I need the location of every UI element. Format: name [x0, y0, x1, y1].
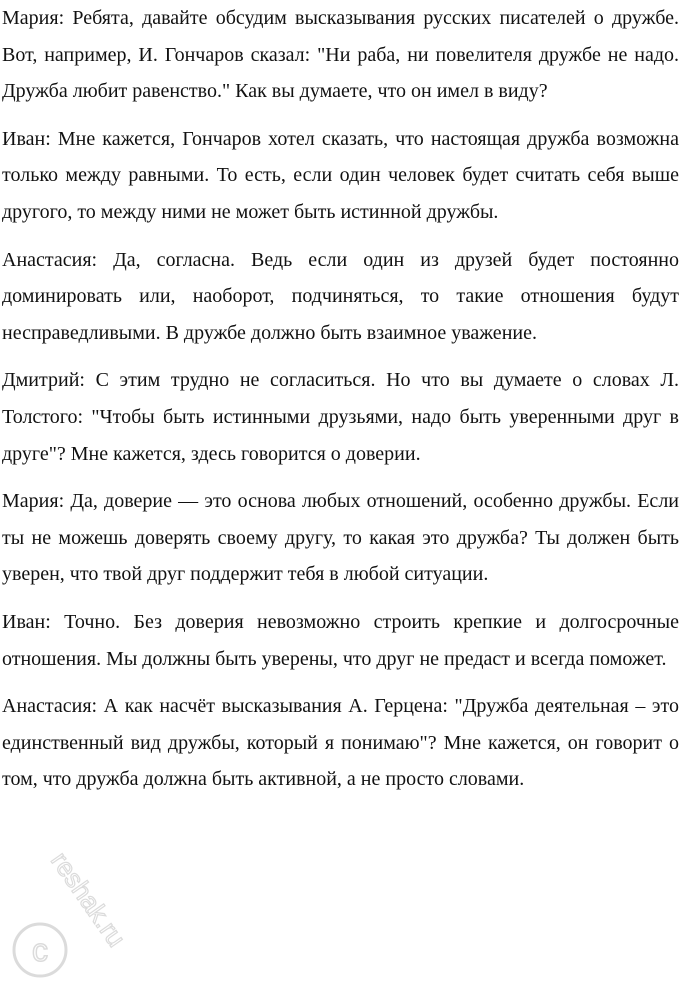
paragraph-ivan-2: Иван: Точно. Без доверия невозможно строить крепкие и долгосрочные отношения. Мы должны быть уверены, что друг не предаст и всегда поможет.	[2, 610, 679, 670]
paragraph-dmitry-1: Дмитрий: С этим трудно не согласиться. Но что вы думаете о словах Л. Толстого: "Чтобы быть истинными друзьями, надо быть уверенными друг в друге"? Мне кажется, здесь говорится о доверии.	[2, 369, 679, 465]
paragraph-ivan-1: Иван: Мне кажется, Гончаров хотел сказать, что настоящая дружба возможна только между равными. То есть, если один человек будет считать себя выше другого, то между ними не может быть истинной дружбы.	[2, 127, 679, 223]
paragraph-maria-2: Мария: Да, доверие — это основа любых отношений, особенно дружбы. Если ты не можешь доверять своему другу, то какая это дружба? Ты должен быть уверен, что твой друг поддержит тебя в любой ситуации.	[2, 490, 679, 586]
paragraph-anastasia-2: Анастасия: А как насчёт высказывания А. Герцена: "Дружба деятельная – это единственный вид дружбы, который я понимаю"? Мне кажется, он говорит о том, что дружба должна быть активной, а не просто словами.	[2, 695, 679, 791]
svg-text:reshak.ru: reshak.ru	[45, 846, 132, 953]
svg-text:c: c	[32, 932, 48, 968]
paragraph-anastasia-1: Анастасия: Да, согласна. Ведь если один из друзей будет постоянно доминировать или, наоборот, подчиняться, то такие отношения будут несправедливыми. В дружбе должно быть взаимное уважение.	[2, 248, 679, 344]
paragraph-maria-1: Мария: Ребята, давайте обсудим высказывания русских писателей о дружбе. Вот, например, И. Гончаров сказал: "Ни раба, ни повелителя дружбе не надо. Дружба любит равенство." Как вы думаете, что он имел в виду?	[2, 7, 679, 103]
watermark-logo	[10, 840, 150, 990]
